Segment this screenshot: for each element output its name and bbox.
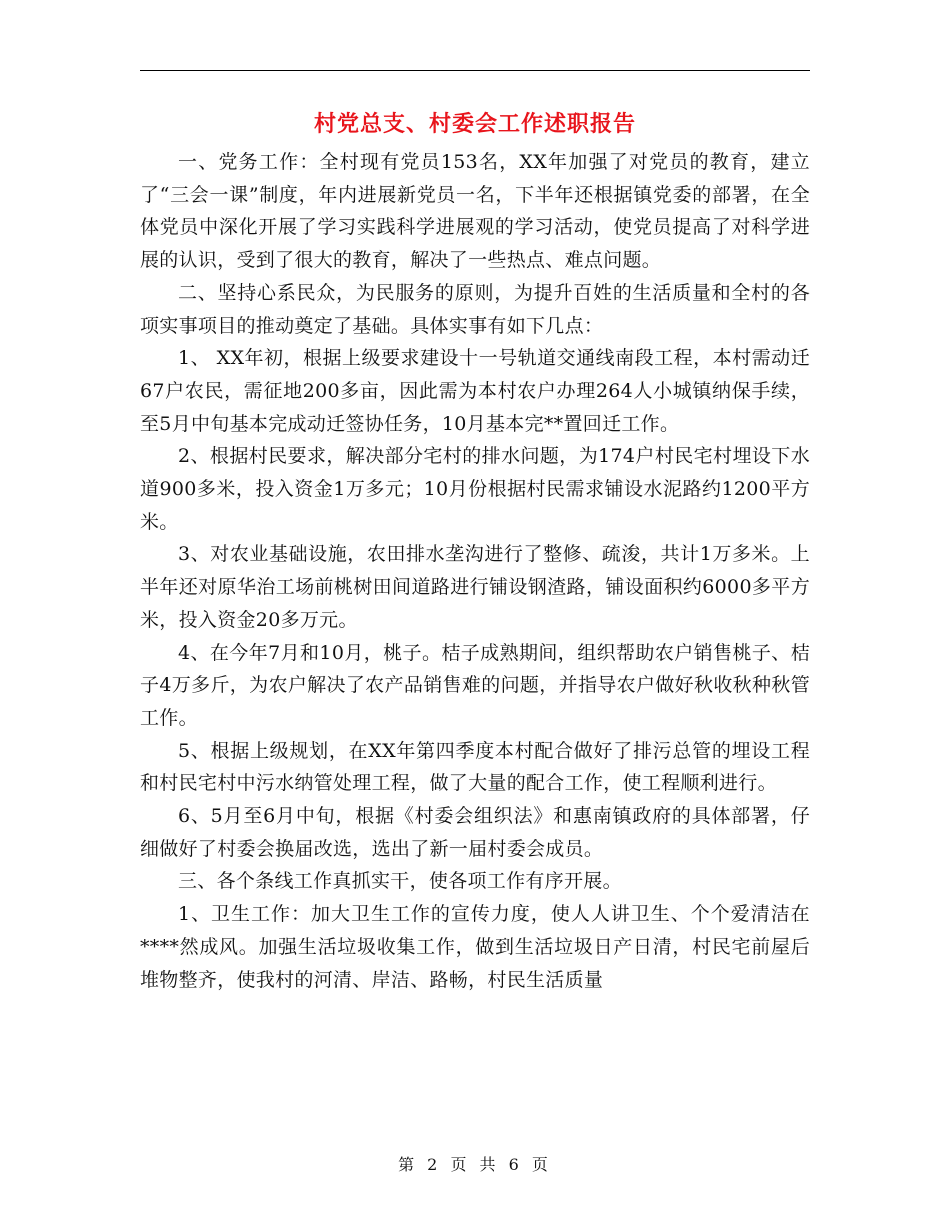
paragraph: 一、党务工作：全村现有党员153名，XX年加强了对党员的教育，建立了“三会一课”制度，年内进展新党员一名，下半年还根据镇党委的部署，在全体党员中深化开展了学习实践科学进展观的学习活动，使党员提高了对科学进展的认识，受到了很大的教育，解决了一些热点、难点问题。 (140, 151, 810, 272)
paragraph: 1、 XX年初，根据上级要求建设十一号轨道交通线南段工程，本村需动迁67户农民，需征地200多亩，因此需为本村农户办理264人小城镇纳保手续，至5月中旬基本完成动迁签协任务，10月基本完**置回迁工作。 (140, 347, 810, 435)
paragraph: 4、在今年7月和10月，桃子。桔子成熟期间，组织帮助农户销售桃子、桔子4万多斤，为农户解决了农产品销售难的问题，并指导农户做好秋收秋种秋管工作。 (140, 641, 810, 729)
paragraph: 三、各个条线工作真抓实干，使各项工作有序开展。 (178, 870, 622, 893)
paragraph: 6、5月至6月中旬，根据《村委会组织法》和惠南镇政府的具体部署，仔细做好了村委会换届改选，选出了新一届村委会成员。 (140, 805, 810, 860)
paragraph: 1、卫生工作：加大卫生工作的宣传力度，使人人讲卫生、个个爱清洁在****然成风。加强生活垃圾收集工作，做到生活垃圾日产日清，村民宅前屋后堆物整齐，使我村的河清、岸洁、路畅，村民生活质量 (140, 903, 810, 991)
page-number: 第 2 页 共 6 页 (398, 1155, 552, 1174)
paragraph: 2、根据村民要求，解决部分宅村的排水问题，为174户村民宅村埋设下水道900多米，投入资金1万多元；10月份根据村民需求铺设水泥路约1200平方米。 (140, 445, 810, 533)
header-rule (140, 70, 810, 71)
paragraph: 3、对农业基础设施，农田排水垄沟进行了整修、疏浚，共计1万多米。上半年还对原华治工场前桃树田间道路进行铺设钢渣路，铺设面积约6000多平方米，投入资金20多万元。 (140, 543, 810, 631)
document-title: 村党总支、村委会工作述职报告 (313, 112, 636, 137)
paragraph: 5、根据上级规划，在XX年第四季度本村配合做好了排污总管的埋设工程和村民宅村中污水纳管处理工程，做了大量的配合工作，使工程顺利进行。 (140, 739, 810, 795)
document-body (140, 146, 810, 996)
paragraph: 二、坚持心系民众，为民服务的原则，为提升百姓的生活质量和全村的各项实事项目的推动奠定了基础。具体实事有如下几点： (140, 281, 810, 337)
